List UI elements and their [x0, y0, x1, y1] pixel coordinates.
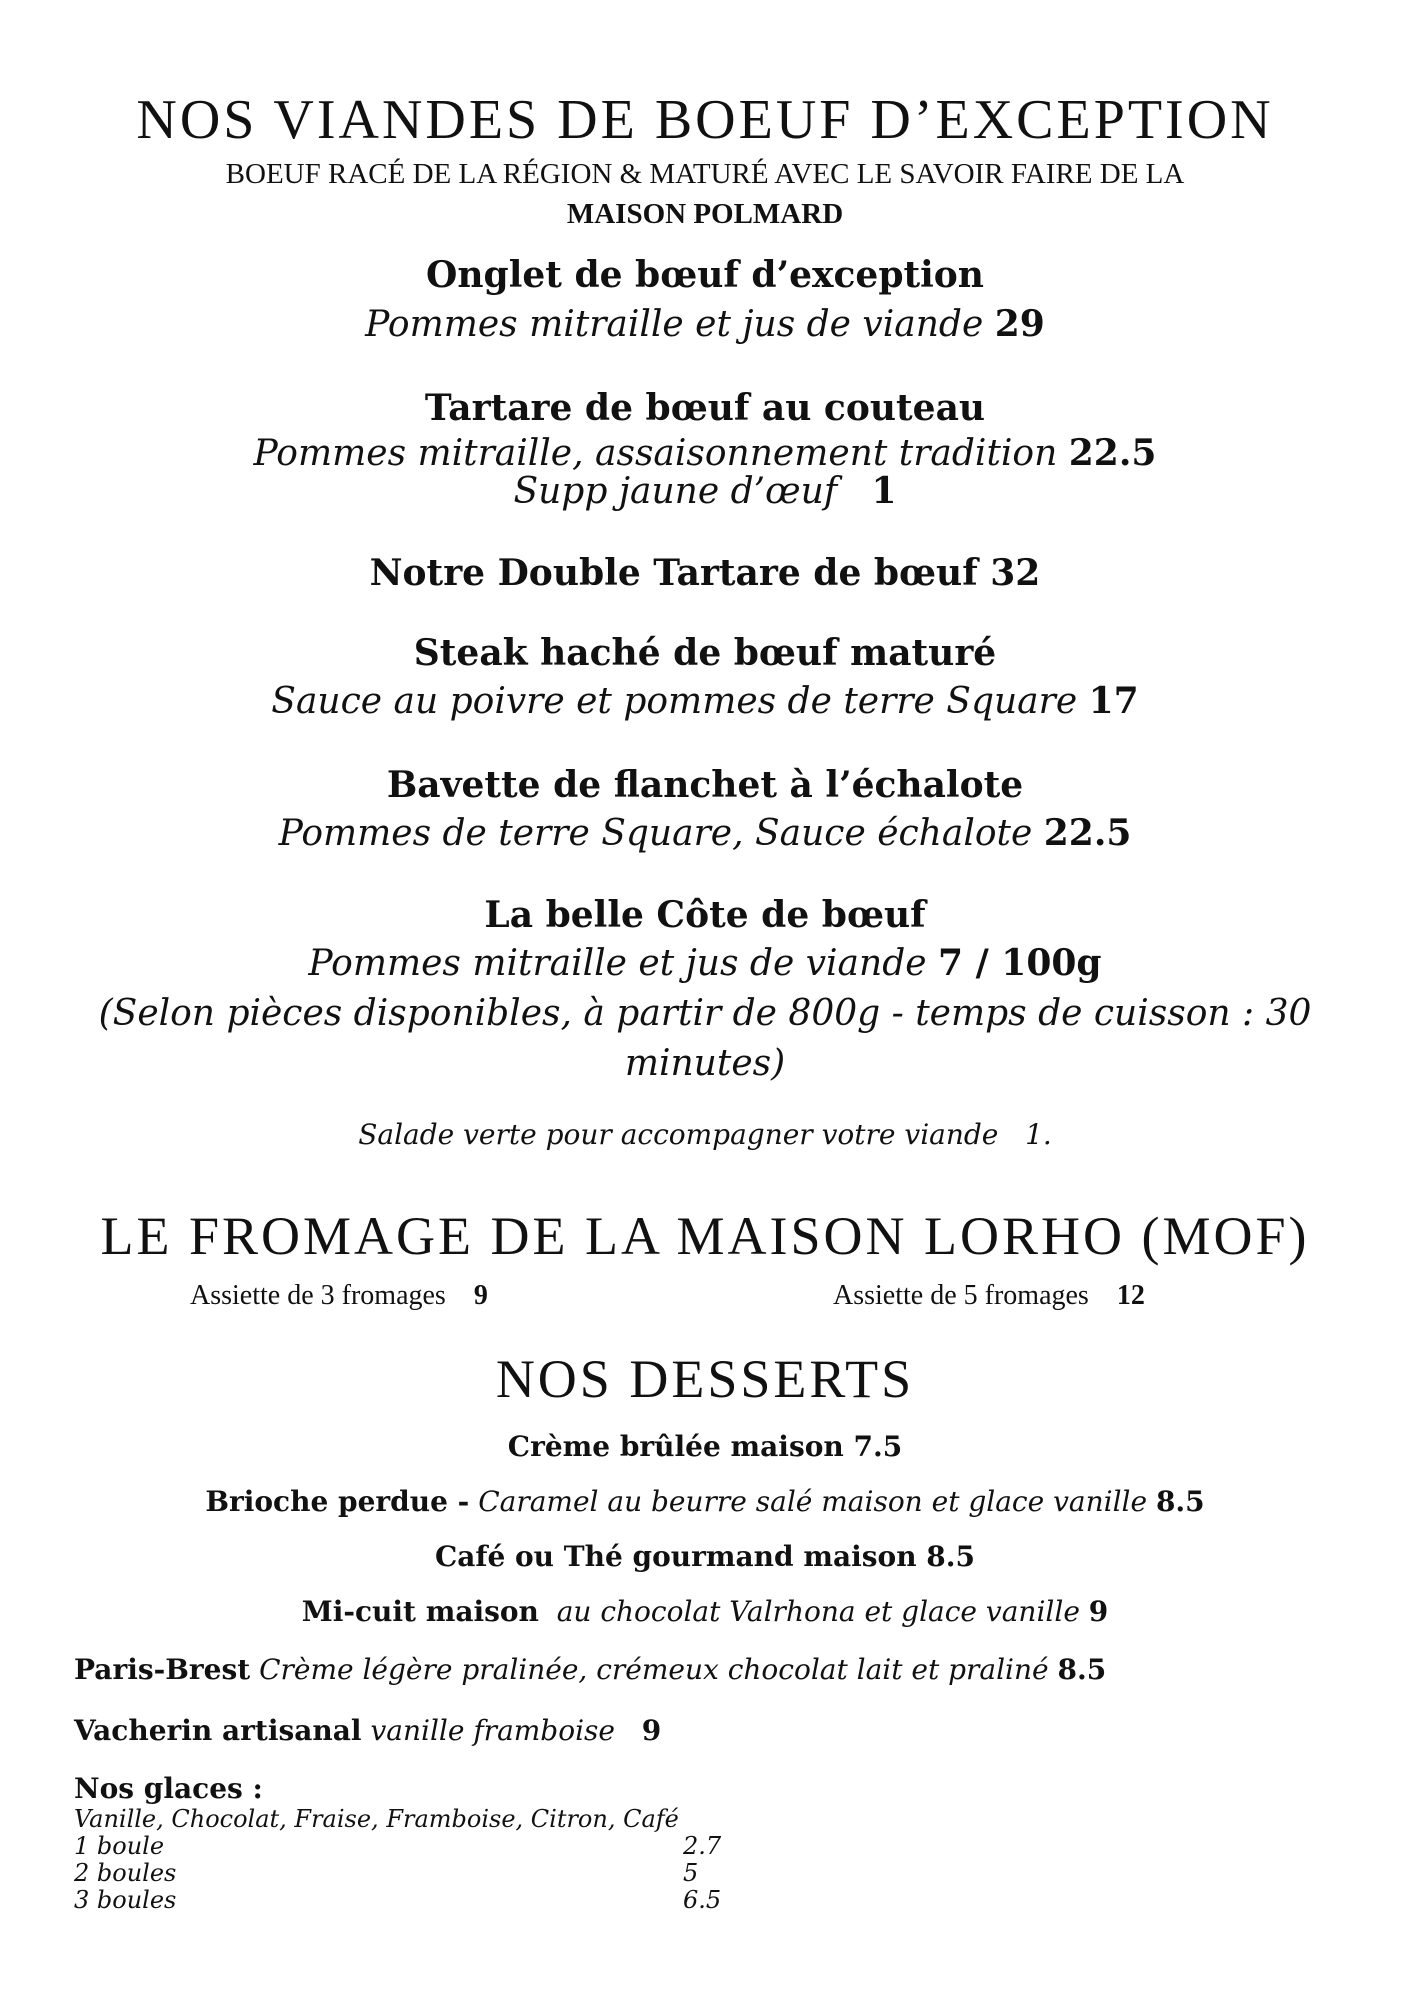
beef-subtitle-bold: MAISON POLMARD: [566, 198, 844, 230]
dessert-vacherin: [74, 1714, 661, 1747]
dish-note-cote-2: minutes): [624, 1043, 786, 1084]
extra-price: 1: [871, 470, 897, 512]
cheese-plate-label: Assiette de 5 fromages: [833, 1280, 1089, 1311]
dessert-desc: Caramel au beurre salé maison et glace vanille: [478, 1485, 1148, 1518]
dessert-price: 9: [641, 1714, 662, 1747]
dish-extra-tartare: [0, 470, 1410, 512]
dessert-desc: Crème légère pralinée, crémeux chocolat lait et praliné: [259, 1653, 1049, 1686]
dish-name-cote: La belle Côte de bœuf: [484, 894, 926, 936]
dessert-desc: au chocolat Valrhona et glace vanille: [556, 1595, 1080, 1628]
cheese-plate-3: [190, 1280, 488, 1312]
dessert-name: Paris-Brest: [74, 1653, 251, 1686]
dessert-price: 8.5: [1057, 1653, 1107, 1686]
dessert-micuit: [0, 1595, 1410, 1628]
cheese-plate-price: 9: [473, 1280, 488, 1311]
dish-line-tartare: [0, 432, 1410, 474]
dish-note-cote-1: (Selon pièces disponibles, à partir de 800g - temps de cuisson : 30: [98, 993, 1312, 1034]
dish-desc: Pommes de terre Square, Sauce échalote: [278, 813, 1033, 854]
dish-name-bavette: Bavette de flanchet à l’échalote: [386, 764, 1024, 806]
dessert-brioche: [0, 1485, 1410, 1518]
glace-label-3: 3 boules: [74, 1886, 177, 1914]
extra-desc: Supp jaune d’œuf: [513, 471, 838, 512]
dish-line-steak: [0, 680, 1410, 722]
dessert-paris-brest: [74, 1653, 1106, 1686]
cheese-section-title: LE FROMAGE DE LA MAISON LORHO (MOF): [100, 1206, 1310, 1266]
dish-name-double-tartare: Notre Double Tartare de bœuf 32: [369, 552, 1041, 594]
dish-price: 17: [1088, 680, 1139, 722]
desserts-section-title: NOS DESSERTS: [495, 1349, 915, 1409]
dessert-price: 8.5: [1155, 1485, 1205, 1518]
dessert-name: Brioche perdue -: [205, 1485, 470, 1518]
dessert-cafe: Café ou Thé gourmand maison 8.5: [434, 1540, 976, 1573]
glace-price-2: 5: [683, 1859, 699, 1887]
cheese-plate-label: Assiette de 3 fromages: [190, 1280, 446, 1311]
dish-line-onglet: [0, 303, 1410, 345]
dish-desc: Pommes mitraille et jus de viande: [365, 304, 984, 345]
beef-section-title: NOS VIANDES DE BOEUF D’EXCEPTION: [136, 89, 1274, 151]
beef-subtitle: BOEUF RACÉ DE LA RÉGION & MATURÉ AVEC LE SAVOIR FAIRE DE LA: [225, 158, 1185, 190]
dessert-name: Vacherin artisanal: [74, 1714, 362, 1747]
dish-line-cote: [0, 942, 1410, 984]
glace-label-1: 1 boule: [74, 1832, 165, 1860]
salad-price: 1.: [1025, 1118, 1052, 1151]
dish-name-tartare: Tartare de bœuf au couteau: [424, 387, 986, 429]
dish-price: 22.5: [1043, 812, 1132, 854]
dish-price: 29: [994, 303, 1045, 345]
dessert-creme-brulee: Crème brûlée maison 7.5: [507, 1430, 903, 1463]
dish-price: 22.5: [1068, 432, 1157, 474]
cheese-plate-price: 12: [1116, 1280, 1145, 1311]
dish-price: 7 / 100g: [938, 942, 1102, 984]
cheese-plate-5: [833, 1280, 1145, 1312]
dish-desc: Pommes mitraille et jus de viande: [308, 943, 927, 984]
dish-name-onglet: Onglet de bœuf d’exception: [426, 254, 984, 296]
glaces-title: Nos glaces :: [74, 1772, 263, 1805]
salad-line: [0, 1118, 1410, 1151]
dish-desc: Pommes mitraille, assaisonnement tradition: [253, 433, 1058, 474]
glaces-flavors: Vanille, Chocolat, Fraise, Framboise, Citron, Café: [74, 1805, 679, 1833]
dessert-name: Mi-cuit maison: [301, 1595, 539, 1628]
salad-desc: Salade verte pour accompagner votre viande: [358, 1118, 999, 1151]
glace-price-1: 2.7: [683, 1832, 722, 1860]
dish-line-bavette: [0, 812, 1410, 854]
dessert-desc: vanille framboise: [370, 1714, 615, 1747]
dessert-price: 9: [1088, 1595, 1109, 1628]
dish-desc: Sauce au poivre et pommes de terre Square: [271, 681, 1078, 722]
glace-price-3: 6.5: [683, 1886, 722, 1914]
glace-label-2: 2 boules: [74, 1859, 177, 1887]
dish-name-steak: Steak haché de bœuf maturé: [413, 632, 997, 674]
